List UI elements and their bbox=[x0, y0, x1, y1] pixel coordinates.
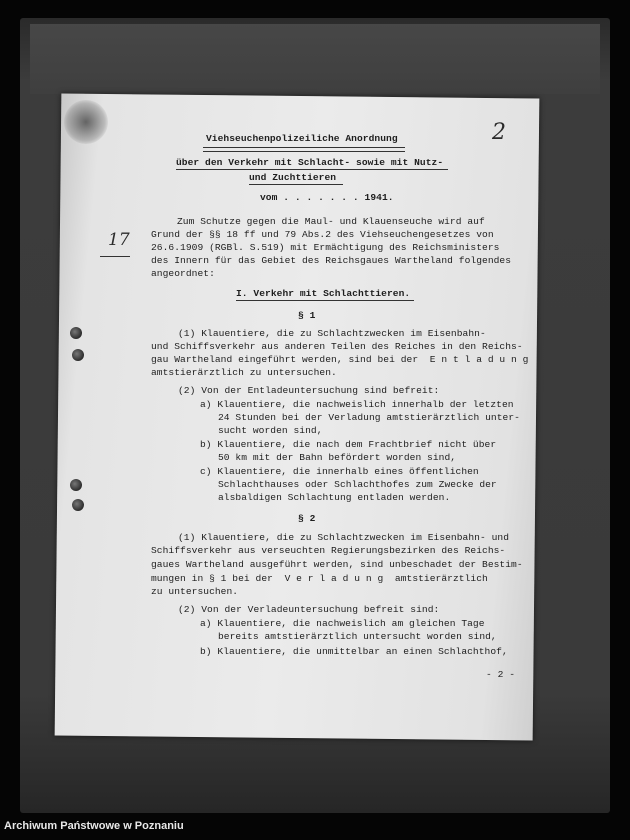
para1-line: amtstierärztlich zu untersuchen. bbox=[151, 367, 337, 378]
para1-line: b) Klauentiere, die nach dem Frachtbrief nicht über bbox=[200, 439, 497, 450]
para2-line: bereits amtstierärztlich untersucht worden sind, bbox=[218, 631, 497, 642]
para2-line: gaues Wartheland ausgeführt werden, sind unbeschadet der Bestim- bbox=[151, 559, 523, 570]
intro-line: des Innern für das Gebiet des Reichsgaues Wartheland folgendes bbox=[151, 255, 512, 266]
handwritten-margin-underline bbox=[100, 256, 130, 257]
subtitle-underline-1 bbox=[176, 169, 448, 170]
intro-line: Grund der §§ 18 ff und 79 Abs.2 des Viehseuchengesetzes von bbox=[151, 229, 494, 240]
para1-line: sucht worden sind, bbox=[218, 425, 323, 436]
para1-line: (2) Von der Entladeuntersuchung sind befreit: bbox=[178, 385, 440, 396]
para1-line: a) Klauentiere, die nachweislich innerhalb der letzten bbox=[200, 399, 514, 410]
para1-line: (1) Klauentiere, die zu Schlachtzwecken im Eisenbahn- bbox=[178, 328, 486, 339]
intro-line: 26.6.1909 (RGBl. S.519) mit Ermächtigung des Reichsministers bbox=[151, 242, 500, 253]
handwritten-margin-number: 17 bbox=[108, 230, 130, 250]
section-heading-underline bbox=[236, 300, 414, 301]
para2-line: zu untersuchen. bbox=[151, 586, 239, 597]
document-subtitle-2: und Zuchttieren bbox=[249, 172, 337, 183]
date-line: vom . . . . . . . 1941. bbox=[260, 192, 394, 203]
para1-line: und Schiffsverkehr aus anderen Teilen des Reiches in den Reichs- bbox=[151, 341, 523, 352]
para1-line: 50 km mit der Bahn befördert worden sind, bbox=[218, 452, 457, 463]
intro-line: angeordnet: bbox=[151, 268, 215, 279]
section-heading: I. Verkehr mit Schlachttieren. bbox=[236, 288, 411, 299]
para2-line: a) Klauentiere, die nachweislich am gleichen Tage bbox=[200, 618, 485, 629]
paragraph-mark-1: § 1 bbox=[298, 310, 316, 321]
intro-line: Zum Schutze gegen die Maul- und Klauenseuche wird auf bbox=[177, 216, 485, 227]
para1-line: c) Klauentiere, die innerhalb eines öffentlichen bbox=[200, 466, 479, 477]
para1-line: alsbaldigen Schlachtung entladen werden. bbox=[218, 492, 451, 503]
subtitle-underline-2 bbox=[249, 184, 343, 185]
page-marker: - 2 - bbox=[486, 669, 516, 680]
para1-line: gau Wartheland eingeführt werden, sind bei der E n t l a d u n g bbox=[151, 354, 529, 365]
para2-line: (1) Klauentiere, die zu Schlachtzwecken im Eisenbahn- und bbox=[178, 532, 510, 543]
para2-line: (2) Von der Verladeuntersuchung befreit sind: bbox=[178, 604, 440, 615]
archive-footer: Archiwum Państwowe w Poznaniu bbox=[4, 820, 184, 832]
para1-line: Schlachthauses oder Schlachthofes zum Zwecke der bbox=[218, 479, 497, 490]
title-double-rule bbox=[203, 147, 405, 152]
document-subtitle-1: über den Verkehr mit Schlacht- sowie mit Nutz- bbox=[176, 157, 444, 168]
para1-line: 24 Stunden bei der Verladung amtstierärztlich unter- bbox=[218, 412, 520, 423]
paragraph-mark-2: § 2 bbox=[298, 513, 316, 524]
document-title: Viehseuchenpolizeiliche Anordnung bbox=[206, 133, 398, 144]
handwritten-page-number: 2 bbox=[492, 120, 506, 145]
para2-line: Schiffsverkehr aus verseuchten Regierungsbezirken des Reichs- bbox=[151, 545, 506, 556]
para2-line: b) Klauentiere, die unmittelbar an einen Schlachthof, bbox=[200, 646, 508, 657]
para2-line: mungen in § 1 bei der V e r l a d u n g amtstierärztlich bbox=[151, 573, 488, 584]
